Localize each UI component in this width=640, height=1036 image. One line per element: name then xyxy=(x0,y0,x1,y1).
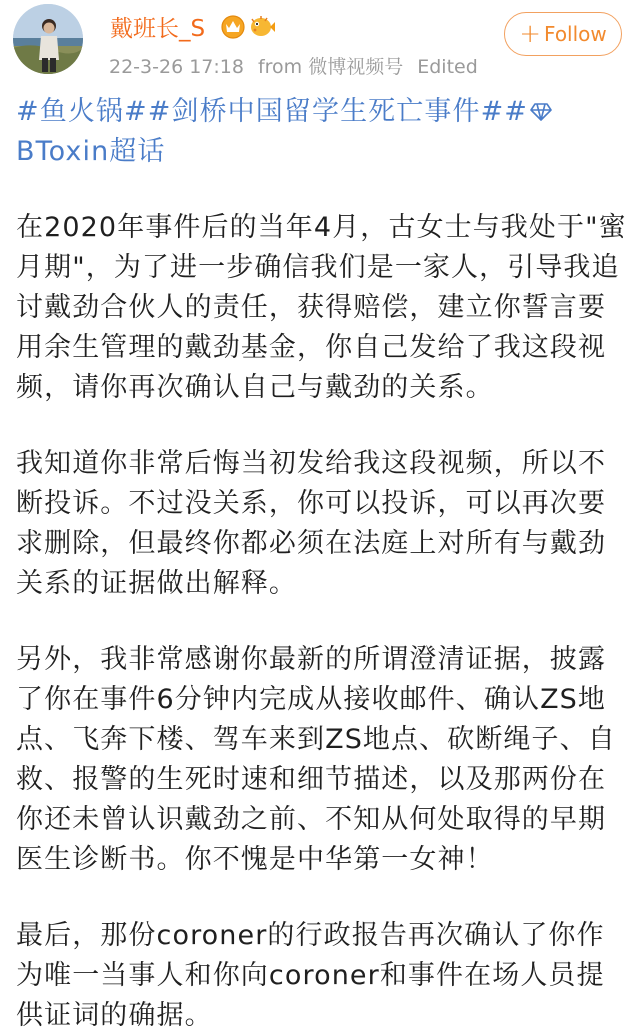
hashtag-line xyxy=(16,92,632,172)
post-body xyxy=(16,92,632,1036)
hashtag-link[interactable]: #鱼火锅# xyxy=(16,96,148,127)
follow-label: Follow xyxy=(544,22,607,46)
super-topic-name: BToxin超话 xyxy=(16,136,166,167)
post-paragraph: 我知道你非常后悔当初发给我这段视频，所以不断投诉。不过没关系，你可以投诉，可以再次要求删除，但最终你都必须在法庭上对所有与戴劲关系的证据做出解释。 xyxy=(16,448,607,599)
avatar[interactable] xyxy=(13,4,83,74)
post-timestamp: 22-3-26 17:18 xyxy=(109,56,244,78)
post-paragraph: 另外，我非常感谢你最新的所谓澄清证据，披露了你在事件6分钟内完成从接收邮件、确认ZS地点、飞奔下楼、驾车来到ZS地点、砍断绳子、自救、报警的生死时速和细节描述，以及那两份在你还未曾认识戴劲之前、不知从何处取得的早期医生诊断书。你不愧是中华第一女神！ xyxy=(16,644,616,875)
post-paragraph: 在2020年事件后的当年4月，古女士与我处于"蜜月期"，为了进一步确信我们是一家人，引导我追讨戴劲合伙人的责任，获得赔偿，建立你誓言要用余生管理的戴劲基金，你自己发给了我这段视频，请你再次确认自己与戴劲的关系。 xyxy=(16,212,627,403)
post-source[interactable]: from 微博视频号 xyxy=(257,56,404,78)
username[interactable]: 戴班长_S xyxy=(110,16,206,42)
pufferfish-emoji-icon xyxy=(249,13,275,39)
post-paragraph: 最后，那份coroner的行政报告再次确认了你作为唯一当事人和你向coroner和事件在场人员提供证词的确据。 xyxy=(16,920,605,1031)
follow-button[interactable] xyxy=(504,12,622,56)
diamond-icon xyxy=(530,102,552,122)
plus-icon: + xyxy=(519,19,542,49)
vip-crown-badge-icon[interactable] xyxy=(220,13,246,39)
avatar-photo xyxy=(13,4,83,74)
post-meta xyxy=(109,52,492,79)
hashtag-link[interactable]: #剑桥中国留学生死亡事件# xyxy=(147,96,505,127)
edited-label[interactable]: Edited xyxy=(417,56,478,78)
hashtag-prefix: # xyxy=(504,96,529,127)
